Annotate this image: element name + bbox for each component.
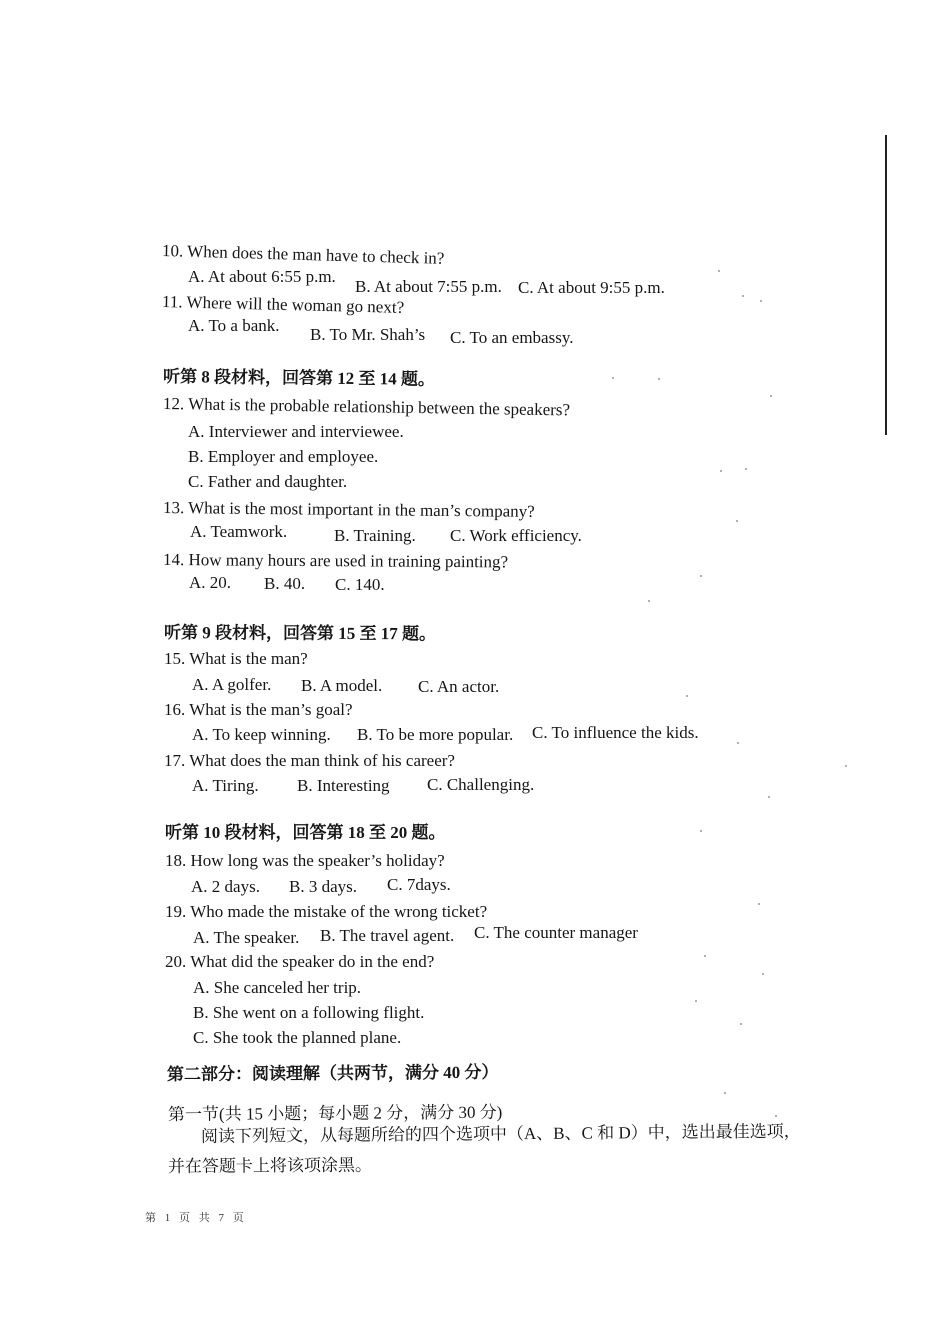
scan-noise [686,695,688,697]
question-13-option-c: C. Work efficiency. [450,526,582,545]
question-15-stem: 15. What is the man? [164,649,308,668]
scan-noise [845,765,847,767]
question-10-stem: 10. When does the man have to check in? [161,241,445,268]
question-14-option-c: C. 140. [335,575,385,594]
question-20-option-a: A. She canceled her trip. [193,978,362,997]
question-19-stem: 19. Who made the mistake of the wrong ticket? [165,902,488,921]
question-19-option-c: C. The counter manager [474,923,638,942]
scan-noise [760,300,762,302]
scan-noise [612,377,614,379]
question-14-option-b: B. 40. [264,574,306,593]
question-15-option-c: C. An actor. [418,677,500,696]
question-17-stem: 17. What does the man think of his career? [164,751,455,770]
question-13-option-b: B. Training. [334,526,416,545]
page-footer: 第 1 页 共 7 页 [145,1212,247,1224]
question-10-option-b: B. At about 7:55 p.m. [355,277,502,296]
question-10-option-c: C. At about 9:55 p.m. [518,278,665,297]
question-14-stem: 14. How many hours are used in training painting? [162,550,509,572]
question-13-stem: 13. What is the most important in the man’s company? [162,498,535,521]
question-18-stem: 18. How long was the speaker’s holiday? [165,851,445,870]
scan-noise [775,1115,777,1117]
question-15-option-b: B. A model. [301,676,383,695]
question-10-option-a: A. At about 6:55 p.m. [188,267,336,286]
scan-noise [720,470,722,472]
question-18-option-c: C. 7days. [387,875,451,894]
question-19-option-b: B. The travel agent. [320,926,455,945]
question-16-option-c: C. To influence the kids. [532,723,699,742]
scan-noise [742,295,744,297]
question-16-stem: 16. What is the man’s goal? [164,700,353,719]
scan-noise [745,468,747,470]
scan-noise [718,270,720,272]
scan-noise [737,742,739,744]
scan-noise [768,796,770,798]
question-18-option-b: B. 3 days. [289,877,357,896]
section-1-title: 第一节(共 15 小题；每小题 2 分，满分 30 分) [167,1102,503,1124]
question-20-option-c: C. She took the planned plane. [193,1028,402,1047]
question-12-stem: 12. What is the probable relationship between the speakers? [162,394,571,420]
scan-noise [695,1000,697,1002]
question-20-option-b: B. She went on a following flight. [193,1003,425,1022]
question-19-option-a: A. The speaker. [193,928,300,947]
question-17-option-c: C. Challenging. [427,775,535,794]
scan-noise [770,395,772,397]
scan-noise [724,1092,726,1094]
question-20-stem: 20. What did the speaker do in the end? [165,952,435,971]
scan-noise [704,955,706,957]
scan-noise [648,600,650,602]
instruction-line-1: 阅读下列短文，从每题所给的四个选项中（A、B、C 和 D）中，选出最佳选项， [200,1121,801,1146]
question-11-option-c: C. To an embassy. [450,328,574,347]
section-heading-8: 听第 8 段材料，回答第 12 至 14 题。 [162,367,436,389]
scan-noise [762,973,764,975]
question-18-option-a: A. 2 days. [191,877,260,896]
question-16-option-b: B. To be more popular. [357,725,514,744]
margin-rule [885,135,887,435]
scan-noise [700,830,702,832]
question-11-stem: 11. Where will the woman go next? [161,292,405,317]
section-heading-9: 听第 9 段材料，回答第 15 至 17 题。 [163,623,437,644]
question-11-option-b: B. To Mr. Shah’s [310,325,426,344]
question-12-option-a: A. Interviewer and interviewee. [188,422,404,441]
question-16-option-a: A. To keep winning. [192,725,331,744]
section-heading-10: 听第 10 段材料，回答第 18 至 20 题。 [165,823,446,842]
question-17-option-a: A. Tiring. [192,776,259,795]
question-15-option-a: A. A golfer. [192,675,272,694]
question-12-option-c: C. Father and daughter. [188,472,348,491]
scan-noise [736,520,738,522]
question-11-option-a: A. To a bank. [188,316,280,335]
scan-noise [700,575,702,577]
scan-noise [658,378,660,380]
instruction-line-2: 并在答题卡上将该项涂黑。 [167,1155,373,1176]
question-17-option-b: B. Interesting [297,776,390,795]
question-14-option-a: A. 20. [189,573,232,592]
scan-noise [740,1023,742,1025]
question-12-option-b: B. Employer and employee. [188,447,379,466]
scan-noise [758,903,760,905]
part-2-title: 第二部分：阅读理解（共两节，满分 40 分） [166,1062,499,1084]
question-13-option-a: A. Teamwork. [190,522,288,541]
